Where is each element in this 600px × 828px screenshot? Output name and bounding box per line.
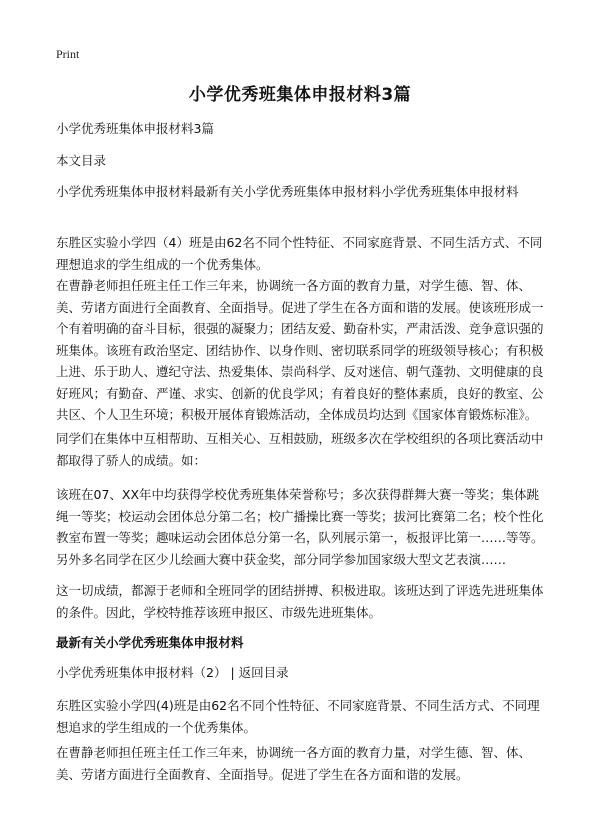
page-title: 小学优秀班集体申报材料3篇 <box>188 85 412 105</box>
paragraph-conclusion: 这一切成绩，都源于老师和全班同学的团结拼搏、积极进取。该班达到了评选先进班集体的条件。因此，学校特推荐该班申报区、市级先进班集体。 <box>56 583 544 620</box>
section-paragraph-teacher: 在曹静老师担任班主任工作三年来，协调统一各方面的教育力量，对学生德、智、体、美、劳诸方面进行全面教育、全面指导。促进了学生在各方面和谐的发展。 <box>56 745 532 782</box>
print-link[interactable]: Print <box>56 47 80 61</box>
document-subtitle: 小学优秀班集体申报材料3篇 <box>56 121 214 136</box>
section-paragraph-intro: 东胜区实验小学四(4)班是由62名不同个性特征、不同家庭背景、不同生活方式、不同理想追求的学生组成的一个优秀集体。 <box>56 698 540 735</box>
section-heading: 最新有关小学优秀班集体申报材料 <box>56 635 244 650</box>
paragraph-awards: 该班在07、XX年中均获得学校优秀班集体荣誉称号；多次获得群舞大赛一等奖；集体跳绳一等奖；校运动会团体总分第二名；校广播操比赛一等奖；拔河比赛第二名；校个性化教室布置一等奖；趣味运动会团体总分第一名，队列展示第一，板报评比第一……等等。另外多名同学在区少儿绘画大赛中获金奖，部分同学参加国家级大型文艺表演…… <box>56 487 544 567</box>
paragraph-achievements-intro: 同学们在集体中互相帮助、互相关心、互相鼓励，班级多次在学校组织的各项比赛活动中都取得了骄人的成绩。如： <box>56 431 544 468</box>
toc-label: 本文目录 <box>56 153 107 168</box>
paragraph-intro: 东胜区实验小学四（4）班是由62名不同个性特征、不同家庭背景、不同生活方式、不同理想追求的学生组成的一个优秀集体。 <box>56 235 543 272</box>
toc-entries[interactable]: 小学优秀班集体申报材料最新有关小学优秀班集体申报材料小学优秀班集体申报材料 <box>56 184 519 199</box>
section-subheading: 小学优秀班集体申报材料（2） <box>56 665 227 680</box>
section-subheading-row <box>56 662 546 684</box>
paragraph-teacher: 在曹静老师担任班主任工作三年来，协调统一各方面的教育力量，对学生德、智、体、美、劳诸方面进行全面教育、全面指导。促进了学生在各方面和谐的发展。使该班形成一个有着明确的奋斗目标，很强的凝聚力；团结友爱、勤奋朴实，严肃活泼、竞争意识强的班集体。该班有政治坚定、团结协作、以身作则、密切联系同学的班级领导核心；有积极上进、乐于助人、遵纪守法、热爱集体、崇尚科学、反对迷信、朝气蓬勃、文明健康的良好班风；有勤奋、严谨、求实、创新的优良学风；有着良好的整体素质，良好的教室、公共区、个人卫生环境；积极开展体育锻炼活动，全体成员均达到《国家体育锻炼标准》。 <box>56 278 544 422</box>
back-to-toc-link[interactable]: | 返回目录 <box>230 665 289 680</box>
